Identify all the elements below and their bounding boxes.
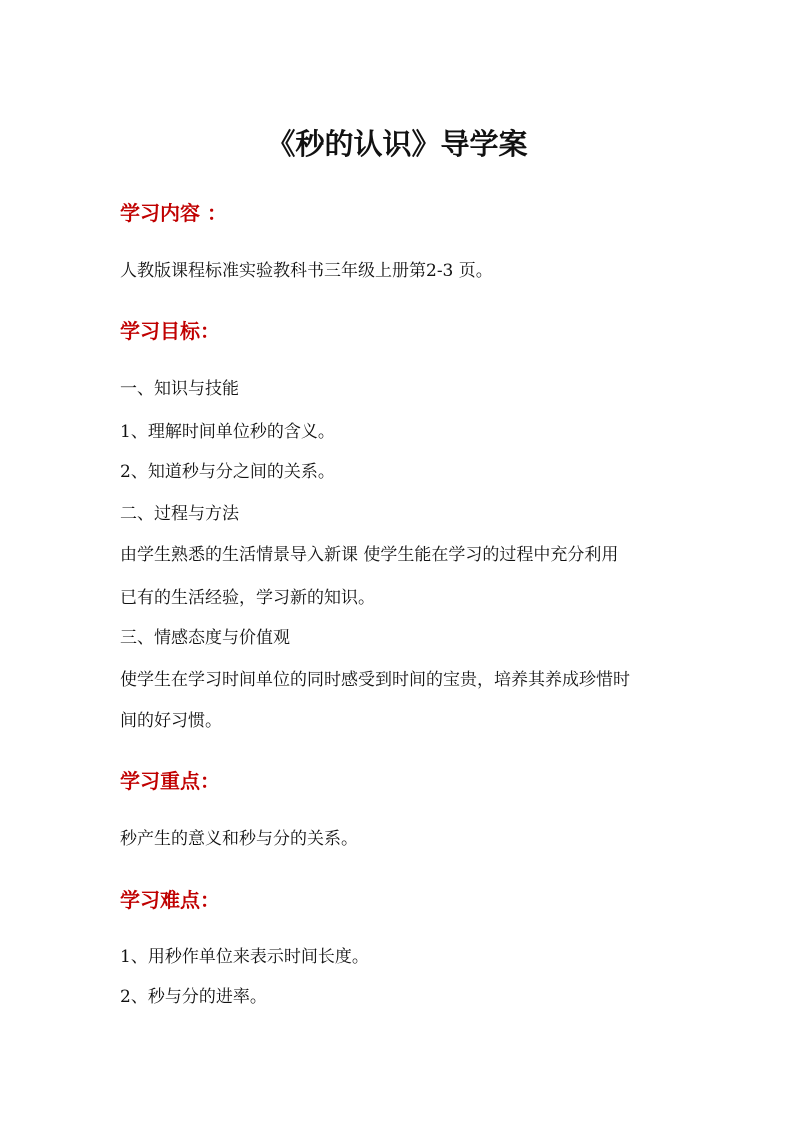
section-heading-difficulties: 学习难点： — [120, 888, 220, 912]
goals-emotion-text-line: 间的好习惯。 — [120, 711, 222, 731]
difficulties-item: 1、用秒作单位来表示时间长度。 — [120, 947, 369, 967]
goals-knowledge-item: 2、知道秒与分之间的关系。 — [120, 462, 335, 482]
section-heading-content: 学习内容 ： — [120, 201, 227, 225]
goals-process-title: 二、过程与方法 — [120, 504, 239, 524]
goals-knowledge-item: 1、理解时间单位秒的含义。 — [120, 422, 335, 442]
section-heading-goals: 学习目标： — [120, 319, 220, 343]
key-points-text: 秒产生的意义和秒与分的关系。 — [120, 829, 358, 849]
document-title: 《秒的认识》导学案 — [266, 127, 528, 161]
goals-emotion-text-line: 使学生在学习时间单位的同时感受到时间的宝贵，培养其养成珍惜时 — [120, 670, 630, 690]
section-heading-key-points: 学习重点： — [120, 769, 220, 793]
goals-process-text-line: 已有的生活经验，学习新的知识。 — [120, 588, 375, 608]
difficulties-item: 2、秒与分的进率。 — [120, 987, 267, 1007]
goals-process-text-line: 由学生熟悉的生活情景导入新课 使学生能在学习的过程中充分利用 — [120, 545, 619, 565]
goals-emotion-title: 三、情感态度与价值观 — [120, 628, 290, 648]
content-text: 人教版课程标准实验教科书三年级上册第2-3 页。 — [120, 261, 493, 281]
goals-knowledge-title: 一、知识与技能 — [120, 379, 239, 399]
